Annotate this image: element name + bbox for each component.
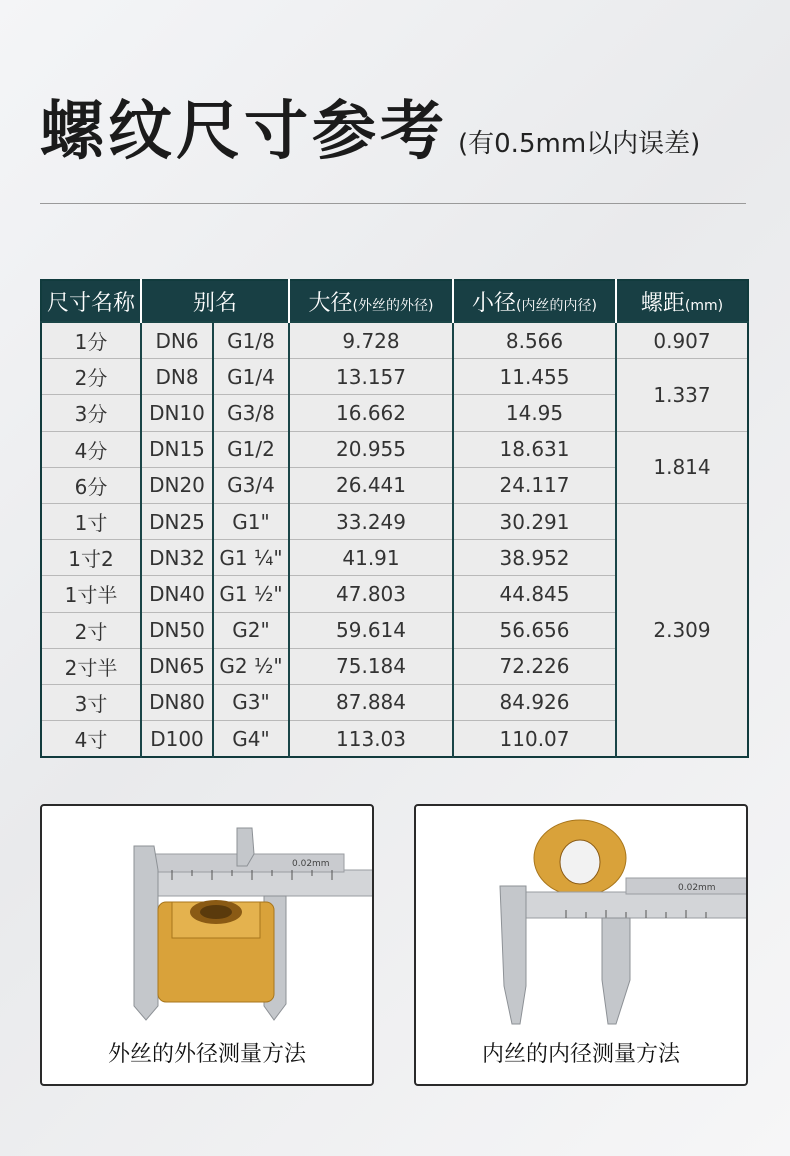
right-card-caption: 内丝的内径测量方法 — [481, 1042, 680, 1067]
thread-size-table — [40, 279, 749, 758]
scale-label: 0.02mm — [678, 883, 716, 893]
cell-major-diameter: 75.184 — [289, 648, 453, 684]
table-row — [41, 322, 748, 359]
cell-minor-diameter: 8.566 — [453, 322, 616, 359]
cell-major-diameter: 41.91 — [289, 540, 453, 576]
cell-g-thread: G2" — [213, 612, 289, 648]
cell-minor-diameter: 30.291 — [453, 503, 616, 539]
cell-g-thread: G1/4 — [213, 359, 289, 395]
cell-dn: DN6 — [141, 322, 213, 359]
cell-size-name: 2寸半 — [41, 648, 141, 684]
cell-major-diameter: 16.662 — [289, 395, 453, 431]
cell-pitch: 2.309 — [616, 503, 748, 757]
cell-g-thread: G1/2 — [213, 431, 289, 467]
cell-major-diameter: 113.03 — [289, 721, 453, 758]
cell-dn: DN65 — [141, 648, 213, 684]
cell-pitch: 1.337 — [616, 359, 748, 431]
header-major-note: (外丝的外径) — [352, 297, 434, 314]
header-alias: 别名 — [141, 280, 289, 322]
header-minor-diameter — [453, 280, 616, 322]
card-internal-thread — [414, 804, 748, 1086]
cell-dn: DN40 — [141, 576, 213, 612]
header-major-diameter — [289, 280, 453, 322]
cell-minor-diameter: 24.117 — [453, 467, 616, 503]
table-header-row — [41, 280, 748, 322]
cell-major-diameter: 87.884 — [289, 684, 453, 720]
cell-minor-diameter: 38.952 — [453, 540, 616, 576]
cell-g-thread: G1 ¼" — [213, 540, 289, 576]
cell-major-diameter: 47.803 — [289, 576, 453, 612]
cell-minor-diameter: 56.656 — [453, 612, 616, 648]
header-major-label: 大径 — [308, 290, 353, 316]
cell-dn: DN8 — [141, 359, 213, 395]
cell-pitch: 0.907 — [616, 322, 748, 359]
cell-major-diameter: 26.441 — [289, 467, 453, 503]
cell-dn: D100 — [141, 721, 213, 758]
cell-size-name: 2寸 — [41, 612, 141, 648]
cell-size-name: 4寸 — [41, 721, 141, 758]
cell-g-thread: G3" — [213, 684, 289, 720]
cell-g-thread: G2 ½" — [213, 648, 289, 684]
cell-dn: DN20 — [141, 467, 213, 503]
page-subtitle: (有0.5mm以内误差) — [458, 129, 701, 159]
cell-dn: DN25 — [141, 503, 213, 539]
cell-g-thread: G1 ½" — [213, 576, 289, 612]
cell-dn: DN80 — [141, 684, 213, 720]
cell-dn: DN15 — [141, 431, 213, 467]
cell-minor-diameter: 11.455 — [453, 359, 616, 395]
cell-minor-diameter: 18.631 — [453, 431, 616, 467]
header-pitch — [616, 280, 748, 322]
header-pitch-unit: (mm) — [684, 297, 724, 314]
cell-dn: DN32 — [141, 540, 213, 576]
page-title: 螺纹尺寸参考 — [40, 95, 448, 169]
card-external-thread — [40, 804, 374, 1086]
left-card-caption: 外丝的外径测量方法 — [107, 1042, 306, 1067]
cell-g-thread: G3/4 — [213, 467, 289, 503]
title-divider — [40, 203, 746, 204]
table-body — [41, 322, 748, 757]
cell-minor-diameter: 44.845 — [453, 576, 616, 612]
cell-g-thread: G4" — [213, 721, 289, 758]
cell-dn: DN10 — [141, 395, 213, 431]
cell-size-name: 1寸2 — [41, 540, 141, 576]
cell-major-diameter: 13.157 — [289, 359, 453, 395]
cell-size-name: 2分 — [41, 359, 141, 395]
cell-minor-diameter: 14.95 — [453, 395, 616, 431]
cell-size-name: 6分 — [41, 467, 141, 503]
table-row — [41, 359, 748, 395]
cell-g-thread: G3/8 — [213, 395, 289, 431]
page-title-row — [40, 95, 701, 169]
cell-size-name: 3寸 — [41, 684, 141, 720]
cell-size-name: 1寸半 — [41, 576, 141, 612]
cell-g-thread: G1/8 — [213, 322, 289, 359]
cell-size-name: 1寸 — [41, 503, 141, 539]
header-pitch-label: 螺距 — [640, 290, 685, 316]
cell-minor-diameter: 110.07 — [453, 721, 616, 758]
table-row — [41, 431, 748, 467]
cell-major-diameter: 20.955 — [289, 431, 453, 467]
cell-size-name: 1分 — [41, 322, 141, 359]
cell-major-diameter: 9.728 — [289, 322, 453, 359]
cell-major-diameter: 33.249 — [289, 503, 453, 539]
table-row — [41, 503, 748, 539]
scale-label: 0.02mm — [292, 859, 330, 869]
header-minor-note: (内丝的内径) — [516, 297, 597, 314]
cell-minor-diameter: 72.226 — [453, 648, 616, 684]
cell-dn: DN50 — [141, 612, 213, 648]
header-minor-label: 小径 — [472, 290, 517, 316]
cell-g-thread: G1" — [213, 503, 289, 539]
cell-major-diameter: 59.614 — [289, 612, 453, 648]
header-size-name: 尺寸名称 — [41, 280, 141, 322]
cell-size-name: 4分 — [41, 431, 141, 467]
cell-size-name: 3分 — [41, 395, 141, 431]
cell-pitch: 1.814 — [616, 431, 748, 503]
cell-minor-diameter: 84.926 — [453, 684, 616, 720]
